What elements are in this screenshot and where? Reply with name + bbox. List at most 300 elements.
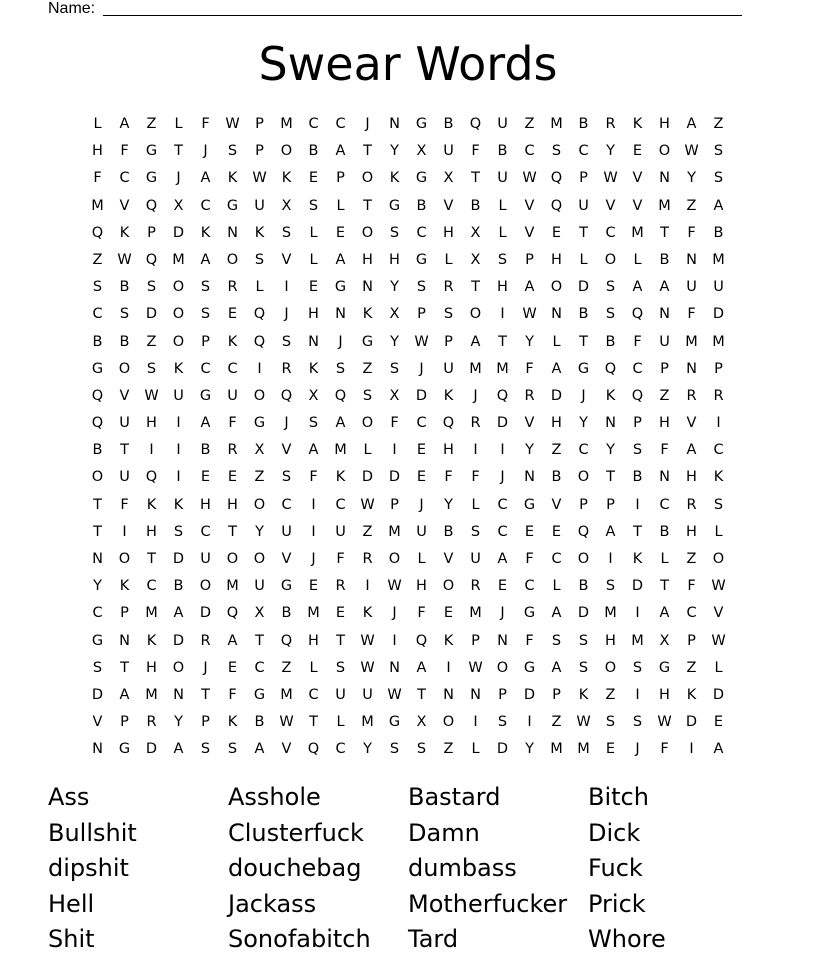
grid-letter: K xyxy=(173,360,184,377)
grid-letter: D xyxy=(172,551,185,567)
grid-letter: M xyxy=(550,116,563,132)
grid-letter: A xyxy=(524,279,535,296)
grid-letter: R xyxy=(335,578,346,595)
grid-letter: W xyxy=(711,578,726,595)
grid-letter: F xyxy=(309,469,318,486)
grid-letter: F xyxy=(633,333,642,350)
grid-letter: M xyxy=(469,605,482,622)
grid-letter: R xyxy=(686,496,697,513)
grid-letter: C xyxy=(659,496,670,513)
grid-letter: D xyxy=(199,605,212,622)
grid-letter: P xyxy=(444,333,453,350)
grid-letter: B xyxy=(119,279,130,296)
grid-letter: Q xyxy=(280,632,293,649)
grid-letter: L xyxy=(336,714,345,731)
grid-letter: F xyxy=(228,415,237,432)
grid-letter: O xyxy=(361,415,374,432)
grid-letter: F xyxy=(444,469,453,486)
grid-letter: S xyxy=(308,415,319,432)
grid-letter: A xyxy=(119,686,130,703)
grid-letter: D xyxy=(712,686,725,703)
grid-letter: I xyxy=(635,605,640,622)
grid-letter: M xyxy=(172,251,185,268)
grid-letter: L xyxy=(417,551,426,567)
grid-letter: C xyxy=(686,605,697,622)
grid-letter: E xyxy=(227,659,238,676)
grid-letter: Q xyxy=(469,116,482,132)
grid-letter: I xyxy=(500,306,505,323)
grid-letter: W xyxy=(522,170,537,187)
grid-letter: B xyxy=(119,333,130,350)
grid-letter: Q xyxy=(145,251,158,268)
grid-letter: Q xyxy=(334,387,347,404)
grid-letter: T xyxy=(579,333,588,350)
grid-letter: S xyxy=(308,197,319,214)
grid-letter: T xyxy=(120,659,129,676)
grid-letter: J xyxy=(338,333,343,350)
grid-letter: M xyxy=(334,442,347,459)
grid-letter: C xyxy=(497,523,508,540)
grid-letter: A xyxy=(659,605,670,622)
grid-letter: Z xyxy=(92,251,103,268)
grid-letter: K xyxy=(443,632,454,649)
grid-letter: K xyxy=(200,224,211,241)
grid-row xyxy=(84,165,732,192)
grid-letter: O xyxy=(469,306,482,323)
grid-letter: V xyxy=(551,496,562,513)
grid-letter: R xyxy=(470,578,481,595)
grid-letter: M xyxy=(550,741,563,758)
grid-letter: B xyxy=(173,578,184,595)
grid-letter: H xyxy=(551,415,562,432)
grid-letter: S xyxy=(281,469,292,486)
grid-letter: Q xyxy=(91,224,104,241)
grid-letter: Z xyxy=(686,197,697,214)
grid-row xyxy=(84,464,732,491)
grid-letter: F xyxy=(120,496,129,513)
grid-row xyxy=(84,437,732,464)
grid-letter: J xyxy=(419,496,424,513)
grid-letter: B xyxy=(659,523,670,540)
grid-letter: A xyxy=(416,659,427,676)
grid-letter: W xyxy=(522,306,537,323)
grid-row xyxy=(84,247,732,274)
grid-letter: A xyxy=(119,116,130,132)
grid-letter: B xyxy=(578,306,589,323)
grid-letter: F xyxy=(471,469,480,486)
grid-letter: M xyxy=(604,605,617,622)
grid-letter: G xyxy=(388,714,401,731)
grid-letter: L xyxy=(471,496,480,513)
grid-letter: D xyxy=(685,714,698,731)
grid-letter: L xyxy=(498,224,507,241)
grid-letter: O xyxy=(496,659,509,676)
grid-letter: R xyxy=(443,279,454,296)
grid-letter: A xyxy=(713,197,724,214)
grid-letter: U xyxy=(281,523,292,540)
grid-letter: S xyxy=(632,714,643,731)
grid-letter: F xyxy=(660,741,669,758)
grid-letter: X xyxy=(416,143,427,160)
grid-letter: C xyxy=(92,306,103,323)
grid-letter: I xyxy=(689,741,694,758)
grid-letter: L xyxy=(309,659,318,676)
grid-letter: M xyxy=(496,360,509,377)
grid-letter: A xyxy=(335,143,346,160)
grid-letter: B xyxy=(443,116,454,132)
grid-letter: T xyxy=(93,523,102,540)
grid-letter: C xyxy=(335,496,346,513)
grid-letter: Y xyxy=(390,143,399,160)
grid-letter: K xyxy=(146,496,157,513)
grid-letter: A xyxy=(713,741,724,758)
grid-letter: T xyxy=(471,279,480,296)
grid-row xyxy=(84,383,732,410)
grid-letter: H xyxy=(308,306,319,323)
grid-letter: K xyxy=(686,686,697,703)
grid-letter: V xyxy=(443,551,454,567)
grid-letter: E xyxy=(497,578,508,595)
grid-letter: A xyxy=(173,605,184,622)
grid-letter: S xyxy=(578,659,589,676)
grid-letter: G xyxy=(361,333,374,350)
grid-letter: I xyxy=(446,659,451,676)
grid-letter: X xyxy=(254,442,265,459)
grid-letter: G xyxy=(577,360,590,377)
grid-letter: I xyxy=(635,496,640,513)
grid-letter: G xyxy=(334,279,347,296)
grid-letter: S xyxy=(632,659,643,676)
grid-letter: W xyxy=(225,116,240,132)
grid-letter: Z xyxy=(254,469,265,486)
grid-letter: S xyxy=(335,659,346,676)
word-list-item: Ass xyxy=(48,783,90,811)
grid-letter: C xyxy=(551,551,562,567)
grid-letter: O xyxy=(712,551,725,567)
grid-letter: C xyxy=(200,523,211,540)
grid-letter: F xyxy=(120,143,129,160)
grid-letter: P xyxy=(660,360,669,377)
grid-letter: O xyxy=(199,578,212,595)
grid-letter: I xyxy=(473,714,478,731)
grid-letter: J xyxy=(581,387,586,404)
grid-letter: I xyxy=(716,415,721,432)
letter-grid xyxy=(84,111,732,764)
grid-letter: L xyxy=(660,551,669,567)
grid-letter: S xyxy=(389,224,400,241)
grid-letter: L xyxy=(633,251,642,268)
grid-letter: P xyxy=(417,306,426,323)
grid-letter: I xyxy=(122,523,127,540)
grid-letter: D xyxy=(712,306,725,323)
grid-letter: X xyxy=(389,306,400,323)
grid-letter: Z xyxy=(686,551,697,567)
grid-letter: D xyxy=(550,387,563,404)
grid-letter: Y xyxy=(363,741,372,758)
grid-row xyxy=(84,410,732,437)
grid-letter: L xyxy=(498,197,507,214)
grid-letter: Z xyxy=(605,686,616,703)
grid-letter: C xyxy=(713,442,724,459)
grid-letter: N xyxy=(470,686,481,703)
grid-letter: J xyxy=(203,659,208,676)
grid-letter: D xyxy=(91,686,104,703)
grid-letter: C xyxy=(335,741,346,758)
grid-letter: M xyxy=(658,197,671,214)
grid-letter: Q xyxy=(604,360,617,377)
grid-letter: X xyxy=(389,387,400,404)
grid-letter: K xyxy=(362,605,373,622)
grid-letter: Z xyxy=(713,116,724,132)
grid-letter: T xyxy=(660,224,669,241)
grid-letter: J xyxy=(392,605,397,622)
grid-letter: I xyxy=(392,442,397,459)
grid-letter: Q xyxy=(307,741,320,758)
grid-letter: S xyxy=(389,360,400,377)
grid-letter: H xyxy=(389,251,400,268)
grid-letter: H xyxy=(146,523,157,540)
grid-letter: K xyxy=(578,686,589,703)
grid-letter: B xyxy=(416,197,427,214)
grid-letter: Q xyxy=(550,197,563,214)
word-list-item: Dick xyxy=(588,818,641,847)
grid-letter: C xyxy=(254,659,265,676)
grid-letter: T xyxy=(228,523,237,540)
grid-letter: O xyxy=(226,251,239,268)
grid-letter: L xyxy=(174,116,183,132)
grid-letter: S xyxy=(443,306,454,323)
grid-letter: O xyxy=(550,279,563,296)
grid-letter: Z xyxy=(362,360,373,377)
grid-letter: U xyxy=(443,143,454,160)
grid-letter: P xyxy=(255,116,264,132)
grid-letter: K xyxy=(632,551,643,567)
grid-letter: V xyxy=(605,197,616,214)
grid-letter: I xyxy=(608,551,613,567)
grid-letter: G xyxy=(91,360,104,377)
grid-letter: D xyxy=(415,387,428,404)
grid-letter: P xyxy=(255,143,264,160)
grid-letter: G xyxy=(253,686,266,703)
grid-letter: E xyxy=(200,469,211,486)
grid-letter: Y xyxy=(606,442,615,459)
grid-letter: Q xyxy=(631,387,644,404)
grid-letter: A xyxy=(659,279,670,296)
grid-letter: X xyxy=(470,251,481,268)
grid-letter: T xyxy=(309,714,318,731)
grid-row xyxy=(84,111,732,138)
grid-letter: R xyxy=(227,279,238,296)
grid-letter: O xyxy=(172,333,185,350)
grid-letter: W xyxy=(603,170,618,187)
grid-letter: O xyxy=(361,224,374,241)
grid-letter: K xyxy=(119,224,130,241)
grid-letter: A xyxy=(173,741,184,758)
grid-letter: A xyxy=(497,551,508,567)
grid-letter: C xyxy=(200,197,211,214)
grid-letter: F xyxy=(525,551,534,567)
grid-letter: N xyxy=(92,741,103,758)
grid-letter: D xyxy=(631,578,644,595)
grid-letter: V xyxy=(632,170,643,187)
grid-letter: V xyxy=(92,714,103,731)
grid-letter: V xyxy=(281,442,292,459)
grid-letter: R xyxy=(146,714,157,731)
grid-row xyxy=(84,301,732,328)
grid-letter: S xyxy=(416,741,427,758)
grid-letter: F xyxy=(201,116,210,132)
grid-letter: O xyxy=(253,387,266,404)
grid-letter: S xyxy=(416,279,427,296)
grid-letter: N xyxy=(551,306,562,323)
grid-letter: H xyxy=(443,442,454,459)
grid-letter: P xyxy=(714,360,723,377)
grid-letter: V xyxy=(119,387,130,404)
grid-letter: M xyxy=(145,686,158,703)
grid-letter: C xyxy=(416,415,427,432)
grid-letter: H xyxy=(659,415,670,432)
grid-letter: D xyxy=(523,686,536,703)
grid-letter: H xyxy=(686,523,697,540)
grid-letter: I xyxy=(527,714,532,731)
name-field xyxy=(48,0,748,18)
grid-letter: Y xyxy=(579,415,588,432)
grid-letter: F xyxy=(687,578,696,595)
grid-letter: U xyxy=(227,387,238,404)
grid-letter: J xyxy=(473,387,478,404)
grid-letter: U xyxy=(713,279,724,296)
grid-letter: P xyxy=(606,496,615,513)
grid-letter: E xyxy=(632,143,643,160)
grid-letter: T xyxy=(93,496,102,513)
grid-letter: P xyxy=(552,686,561,703)
grid-letter: O xyxy=(172,306,185,323)
grid-letter: F xyxy=(93,170,102,187)
grid-letter: G xyxy=(388,197,401,214)
grid-letter: M xyxy=(631,224,644,241)
grid-letter: H xyxy=(362,251,373,268)
grid-letter: N xyxy=(92,551,103,567)
grid-letter: I xyxy=(365,578,370,595)
grid-letter: O xyxy=(253,551,266,567)
grid-letter: Y xyxy=(525,741,534,758)
grid-letter: N xyxy=(605,415,616,432)
grid-letter: U xyxy=(119,469,130,486)
grid-letter: N xyxy=(659,306,670,323)
grid-letter: Z xyxy=(686,659,697,676)
grid-row xyxy=(84,600,732,627)
grid-letter: U xyxy=(443,360,454,377)
grid-letter: B xyxy=(713,224,724,241)
grid-letter: T xyxy=(363,197,372,214)
word-list-item: Tard xyxy=(408,925,459,954)
grid-letter: H xyxy=(686,469,697,486)
grid-letter: D xyxy=(577,279,590,296)
grid-letter: L xyxy=(444,251,453,268)
grid-letter: T xyxy=(255,632,264,649)
grid-letter: Z xyxy=(551,714,562,731)
grid-letter: Q xyxy=(631,306,644,323)
grid-letter: O xyxy=(118,360,131,377)
grid-letter: A xyxy=(227,632,238,649)
grid-letter: U xyxy=(686,279,697,296)
grid-letter: G xyxy=(226,197,239,214)
grid-letter: B xyxy=(308,143,319,160)
grid-letter: L xyxy=(309,251,318,268)
word-list-item: Motherfucker xyxy=(408,889,568,918)
word-list-item: dumbass xyxy=(408,854,517,883)
grid-letter: K xyxy=(119,578,130,595)
grid-letter: Y xyxy=(255,523,264,540)
grid-letter: R xyxy=(713,387,724,404)
word-list-item: Damn xyxy=(408,818,480,847)
grid-letter: U xyxy=(200,551,211,567)
grid-letter: C xyxy=(524,578,535,595)
grid-letter: E xyxy=(308,279,319,296)
grid-letter: M xyxy=(469,360,482,377)
grid-letter: O xyxy=(118,551,131,567)
grid-letter: N xyxy=(497,632,508,649)
grid-letter: S xyxy=(578,632,589,649)
word-list-item: Hell xyxy=(48,889,95,918)
grid-letter: M xyxy=(307,605,320,622)
grid-letter: C xyxy=(524,143,535,160)
grid-letter: Q xyxy=(577,523,590,540)
grid-letter: L xyxy=(336,197,345,214)
grid-letter: W xyxy=(387,686,402,703)
grid-letter: S xyxy=(713,496,724,513)
grid-letter: O xyxy=(172,279,185,296)
grid-letter: S xyxy=(632,442,643,459)
grid-letter: M xyxy=(712,333,725,350)
grid-letter: H xyxy=(92,143,103,160)
grid-letter: N xyxy=(389,116,400,132)
grid-letter: S xyxy=(713,143,724,160)
grid-letter: N xyxy=(119,632,130,649)
word-list-item: Bitch xyxy=(588,783,649,811)
grid-letter: G xyxy=(658,659,671,676)
grid-letter: U xyxy=(335,686,346,703)
grid-letter: U xyxy=(497,116,508,132)
grid-letter: A xyxy=(686,116,697,132)
grid-letter: W xyxy=(252,170,267,187)
grid-letter: N xyxy=(686,251,697,268)
grid-letter: O xyxy=(91,469,104,486)
grid-letter: Y xyxy=(93,578,102,595)
grid-letter: K xyxy=(281,170,292,187)
grid-letter: B xyxy=(200,442,211,459)
grid-letter: S xyxy=(281,333,292,350)
grid-letter: S xyxy=(254,251,265,268)
grid-letter: P xyxy=(579,170,588,187)
grid-letter: H xyxy=(551,251,562,268)
grid-letter: X xyxy=(254,605,265,622)
grid-letter: N xyxy=(443,686,454,703)
grid-letter: Y xyxy=(525,442,534,459)
grid-letter: C xyxy=(335,116,346,132)
grid-letter: S xyxy=(713,170,724,187)
grid-letter: K xyxy=(254,224,265,241)
grid-letter: J xyxy=(500,469,505,486)
grid-row xyxy=(84,736,732,763)
word-list xyxy=(48,780,768,958)
grid-letter: J xyxy=(365,116,370,132)
grid-letter: M xyxy=(631,632,644,649)
grid-letter: P xyxy=(336,170,345,187)
grid-letter: K xyxy=(605,387,616,404)
grid-letter: J xyxy=(419,360,424,377)
grid-letter: Q xyxy=(253,306,266,323)
